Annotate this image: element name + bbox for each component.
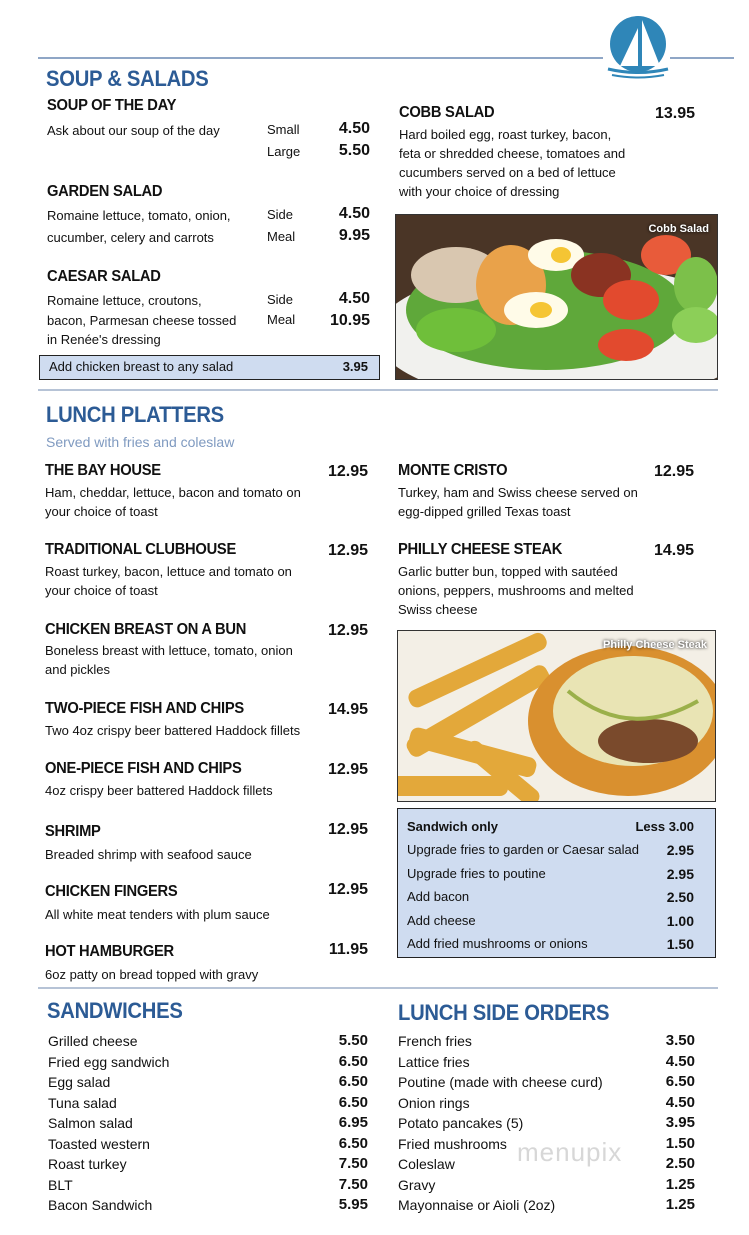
monte-cristo-desc-1: Turkey, ham and Swiss cheese served on <box>398 485 638 500</box>
clubhouse-price: 12.95 <box>327 542 368 559</box>
chicken-bun-price: 12.95 <box>327 622 368 639</box>
bay-house-name: THE BAY HOUSE <box>45 462 161 479</box>
option-label: Add bacon <box>407 889 470 904</box>
divider-1 <box>38 389 718 391</box>
list-item-price: 1.25 <box>665 1196 695 1213</box>
sailboat-logo <box>604 14 670 80</box>
caesar-salad-desc-2: bacon, Parmesan cheese tossed <box>47 313 237 328</box>
two-piece-fish-name: TWO-PIECE FISH AND CHIPS <box>45 700 244 717</box>
shrimp-price: 12.95 <box>327 821 368 838</box>
section-title-sandwiches: SANDWICHES <box>47 998 183 1023</box>
chicken-addon-price: 3.95 <box>342 359 368 374</box>
list-item: Bacon Sandwich <box>48 1197 153 1213</box>
bay-house-desc-1: Ham, cheddar, lettuce, bacon and tomato on <box>45 485 301 500</box>
list-item: French fries <box>398 1033 472 1049</box>
philly-desc-1: Garlic butter bun, topped with sautéed <box>398 564 618 579</box>
top-divider <box>38 57 603 59</box>
list-item-price: 1.25 <box>665 1176 695 1193</box>
one-piece-fish-price: 12.95 <box>327 761 368 778</box>
section-title-soup-salads: SOUP & SALADS <box>46 66 209 91</box>
list-item-price: 1.50 <box>665 1135 695 1152</box>
list-item-price: 7.50 <box>338 1176 368 1193</box>
garden-size-meal: Meal <box>267 229 296 244</box>
list-item: Potato pancakes (5) <box>398 1115 524 1131</box>
philly-desc-3: Swiss cheese <box>398 602 478 617</box>
cobb-salad-desc-1: Hard boiled egg, roast turkey, bacon, <box>399 127 612 142</box>
option-price: 2.95 <box>666 842 694 858</box>
soup-price-large: 5.50 <box>338 142 370 159</box>
garden-size-side: Side <box>267 207 294 222</box>
top-divider-right <box>670 57 734 59</box>
chicken-fingers-price: 12.95 <box>327 881 368 898</box>
two-piece-fish-desc: Two 4oz crispy beer battered Haddock fillets <box>45 723 301 738</box>
soup-name: SOUP OF THE DAY <box>47 97 177 114</box>
clubhouse-name: TRADITIONAL CLUBHOUSE <box>45 541 237 558</box>
hot-hamburger-desc: 6oz patty on bread topped with gravy <box>45 967 259 982</box>
list-item: Salmon salad <box>48 1115 133 1131</box>
bay-house-desc-2: your choice of toast <box>45 504 158 519</box>
list-item: Coleslaw <box>398 1156 455 1172</box>
cobb-salad-desc-4: with your choice of dressing <box>399 184 560 199</box>
sailboat-icon <box>604 14 670 80</box>
lunch-platters-subtitle: Served with fries and coleslaw <box>46 434 235 450</box>
caesar-salad-name: CAESAR SALAD <box>47 268 161 285</box>
clubhouse-desc-1: Roast turkey, bacon, lettuce and tomato on <box>45 564 292 579</box>
list-item: Gravy <box>398 1177 436 1193</box>
monte-cristo-price: 12.95 <box>653 463 694 480</box>
section-title-lunch-platters: LUNCH PLATTERS <box>46 402 224 427</box>
option-price: 2.95 <box>666 866 694 882</box>
shrimp-name: SHRIMP <box>45 823 101 840</box>
cobb-salad-caption: Cobb Salad <box>648 223 709 235</box>
list-item: Fried egg sandwich <box>48 1054 170 1070</box>
list-item: Fried mushrooms <box>398 1136 507 1152</box>
chicken-fingers-desc: All white meat tenders with plum sauce <box>45 907 270 922</box>
option-label: Sandwich only <box>407 819 499 834</box>
option-price: Less 3.00 <box>635 819 694 834</box>
divider-2 <box>38 987 718 989</box>
list-item-price: 3.95 <box>665 1114 695 1131</box>
chicken-bun-name: CHICKEN BREAST ON A BUN <box>45 621 247 638</box>
list-item-price: 6.50 <box>338 1094 368 1111</box>
philly-caption: Philly Cheese Steak <box>603 639 707 651</box>
philly-name: PHILLY CHEESE STEAK <box>398 541 563 558</box>
option-price: 1.00 <box>666 913 694 929</box>
option-label: Upgrade fries to garden or Caesar salad <box>407 842 639 857</box>
two-piece-fish-price: 14.95 <box>327 701 368 718</box>
caesar-size-meal: Meal <box>267 312 296 327</box>
monte-cristo-name: MONTE CRISTO <box>398 462 508 479</box>
list-item-price: 6.50 <box>338 1073 368 1090</box>
garden-price-meal: 9.95 <box>338 227 370 244</box>
list-item-price: 2.50 <box>665 1155 695 1172</box>
caesar-salad-desc-3: in Renée's dressing <box>47 332 161 347</box>
soup-desc: Ask about our soup of the day <box>47 123 220 138</box>
list-item: Mayonnaise or Aioli (2oz) <box>398 1197 556 1213</box>
garden-price-side: 4.50 <box>338 205 370 222</box>
list-item: Lattice fries <box>398 1054 470 1070</box>
list-item-price: 6.50 <box>665 1073 695 1090</box>
list-item-price: 6.95 <box>338 1114 368 1131</box>
option-label: Add cheese <box>407 913 476 928</box>
list-item: Tuna salad <box>48 1095 117 1111</box>
cobb-salad-name: COBB SALAD <box>399 104 495 121</box>
cobb-salad-price: 13.95 <box>654 105 695 122</box>
chicken-addon-label: Add chicken breast to any salad <box>49 359 234 374</box>
watermark: menupix <box>517 1137 623 1167</box>
option-price: 1.50 <box>666 936 694 952</box>
philly-photo <box>397 630 716 802</box>
one-piece-fish-name: ONE-PIECE FISH AND CHIPS <box>45 760 242 777</box>
clubhouse-desc-2: your choice of toast <box>45 583 158 598</box>
list-item-price: 4.50 <box>665 1053 695 1070</box>
one-piece-fish-desc: 4oz crispy beer battered Haddock fillets <box>45 783 273 798</box>
list-item: BLT <box>48 1177 73 1193</box>
cobb-salad-desc-3: cucumbers served on a bed of lettuce <box>399 165 616 180</box>
garden-salad-desc-1: Romaine lettuce, tomato, onion, <box>47 208 231 223</box>
cobb-salad-desc-2: feta or shredded cheese, tomatoes and <box>399 146 626 161</box>
platter-options-box <box>397 808 716 958</box>
philly-price: 14.95 <box>653 542 694 559</box>
caesar-price-meal: 10.95 <box>329 312 370 329</box>
list-item-price: 6.50 <box>338 1053 368 1070</box>
list-item: Toasted western <box>48 1136 150 1152</box>
shrimp-desc: Breaded shrimp with seafood sauce <box>45 847 252 862</box>
caesar-size-side: Side <box>267 292 294 307</box>
chicken-addon-box <box>39 355 380 380</box>
list-item-price: 6.50 <box>338 1135 368 1152</box>
list-item: Egg salad <box>48 1074 111 1090</box>
soup-size-large: Large <box>267 144 301 159</box>
list-item: Onion rings <box>398 1095 470 1111</box>
hot-hamburger-name: HOT HAMBURGER <box>45 943 174 960</box>
option-label: Add fried mushrooms or onions <box>407 936 588 951</box>
section-title-side-orders: LUNCH SIDE ORDERS <box>398 1000 610 1025</box>
list-item-price: 3.50 <box>665 1032 695 1049</box>
caesar-price-side: 4.50 <box>338 290 370 307</box>
option-price: 2.50 <box>666 889 694 905</box>
soup-price-small: 4.50 <box>338 120 370 137</box>
list-item-price: 4.50 <box>665 1094 695 1111</box>
bay-house-price: 12.95 <box>327 463 368 480</box>
philly-desc-2: onions, peppers, mushrooms and melted <box>398 583 634 598</box>
list-item-price: 5.95 <box>338 1196 368 1213</box>
soup-size-small: Small <box>267 122 300 137</box>
list-item-price: 7.50 <box>338 1155 368 1172</box>
chicken-fingers-name: CHICKEN FINGERS <box>45 883 178 900</box>
monte-cristo-desc-2: egg-dipped grilled Texas toast <box>398 504 571 519</box>
chicken-bun-desc-1: Boneless breast with lettuce, tomato, onion <box>45 643 293 658</box>
cobb-salad-photo <box>395 214 718 380</box>
option-label: Upgrade fries to poutine <box>407 866 546 881</box>
list-item: Poutine (made with cheese curd) <box>398 1074 603 1090</box>
garden-salad-name: GARDEN SALAD <box>47 183 163 200</box>
list-item: Grilled cheese <box>48 1033 138 1049</box>
list-item-price: 5.50 <box>338 1032 368 1049</box>
chicken-bun-desc-2: and pickles <box>45 662 111 677</box>
list-item: Roast turkey <box>48 1156 127 1172</box>
garden-salad-desc-2: cucumber, celery and carrots <box>47 230 214 245</box>
hot-hamburger-price: 11.95 <box>328 941 368 958</box>
caesar-salad-desc-1: Romaine lettuce, croutons, <box>47 293 202 308</box>
